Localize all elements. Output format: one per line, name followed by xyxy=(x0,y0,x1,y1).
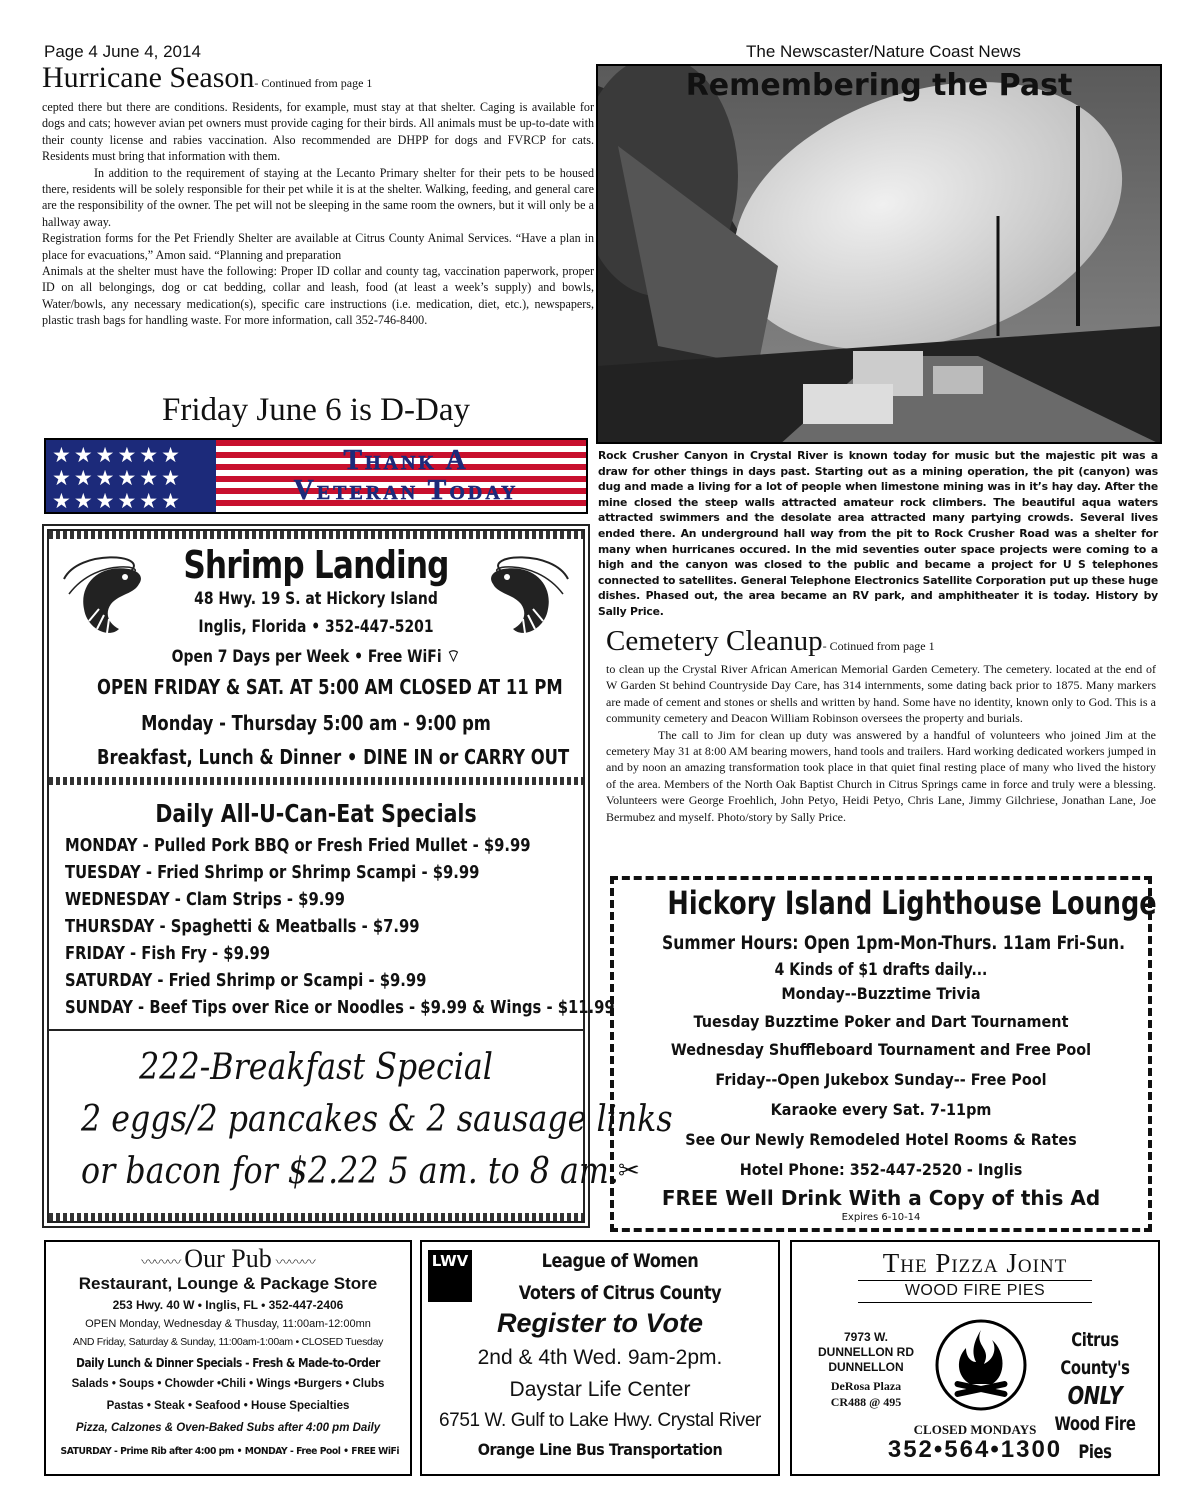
pub-title: Our Pub xyxy=(184,1244,272,1273)
flag-stars-icon: ★★★★★★ ★★★★★★ ★★★★★★ xyxy=(46,440,216,514)
cemetery-paragraph: to clean up the Crystal River African American Memorial Garden Cemetery. The cemetery. located at the end of W Garden St behind Countryside Day Care, has 314 internments, some dating back prior to 1875. Many markers are made of cement and stones or shells and written by hand. Some have no identity, known only to God. This is a community cemetery and Deacon William Robinson oversees the property and burials. xyxy=(606,662,1156,726)
shrimp-open-days xyxy=(97,645,535,668)
cemetery-paragraph: The call to Jim for clean up duty was answered by a handful of volunteers who joined Jim at the cemetery May 31 at 8:00 AM bearing mowers, hand tools and trailers. Hard working dedicated workers jumped in and by noon an amazing transformation took place in that quiet final resting place of many who lived the history of the area. Members of the North Oak Baptist Church in Citrus Springs came in force and truly were a blessing. Volunteers were George Froehlich, John Petyo, Heidi Petyo, Chris Lane, Jimmy Gilchriese, Jonathan Lane, Joe Bermubez and myself. Photo/story by Sally Price. xyxy=(606,727,1156,824)
satellite-dish-photo xyxy=(598,66,1162,444)
pizza-phone: 352•564•1300 xyxy=(887,1436,1063,1463)
pizza-address xyxy=(806,1330,926,1375)
thank-veteran-text xyxy=(226,446,586,506)
open-days-text: Open 7 Days per Week • Free WiFi xyxy=(171,647,442,667)
page-number-date: Page 4 June 4, 2014 xyxy=(44,42,201,61)
divider xyxy=(49,1029,583,1031)
pizza-addr-line: DUNNELLON xyxy=(828,1360,904,1374)
veteran-flag-banner xyxy=(44,438,588,514)
pub-hours-1: OPEN Monday, Wednesday & Thusday, 11:00am-12:00mn xyxy=(85,1318,371,1330)
special-item: MONDAY - Pulled Pork BBQ or Fresh Fried Mullet - $9.99 xyxy=(65,835,531,856)
publication-name: The Newscaster/Nature Coast News xyxy=(746,42,1021,61)
specials-title: Daily All-U-Can-Eat Specials xyxy=(155,799,477,828)
shrimp-address: 48 Hwy. 19 S. at Hickory Island xyxy=(194,589,438,609)
hurricane-title: Hurricane Season xyxy=(42,61,255,94)
hurricane-paragraph: Registration forms for the Pet Friendly Shelter are available at Citrus County Animal Services. “Have a plan in place for evacuations,” Amon said. “Planning and preparation xyxy=(42,231,594,262)
breakfast-price: or bacon for $2.22 5 am. to 8 am. xyxy=(81,1151,619,1192)
lwv-bus: Orange Line Bus Transportation xyxy=(477,1440,723,1459)
special-item: SUNDAY - Beef Tips over Rice or Noodles - $9.99 & Wings - $11.99 xyxy=(65,997,615,1018)
special-item: SATURDAY - Fried Shrimp or Scampi - $9.99 xyxy=(65,970,427,991)
league-of-women-voters-ad xyxy=(420,1240,780,1476)
pub-title-row xyxy=(46,1244,410,1274)
scissors-icon[interactable]: ✂ xyxy=(618,1156,640,1186)
pizza-title: The Pizza Joint xyxy=(882,1248,1068,1278)
hurricane-paragraph: Animals at the shelter must have the following: Proper ID collar and county tag, vaccination paperwork, proper ID on all belongings, dog or cat bedding, collar and leash, food (at least a week’s supply) and bowls, Water/bowls, any necessary medication(s), specific care instructions (i.e. medication, diet, etc.), newspapers, plastic trash bags for handling waste. For more information, call 352-746-8400. xyxy=(42,264,594,328)
pub-address: 253 Hwy. 40 W • Inglis, FL • 352-447-2406 xyxy=(112,1298,344,1312)
shrimp-meals: Breakfast, Lunch & Dinner • DINE IN or CARRY OUT xyxy=(97,745,570,769)
cemetery-headline xyxy=(606,626,1156,661)
hurricane-article xyxy=(42,62,594,329)
rope-border xyxy=(49,1213,583,1221)
lounge-event: Friday--Open Jukebox Sunday-- Free Pool xyxy=(715,1070,1047,1089)
lwv-logo-icon: LWV xyxy=(428,1250,472,1302)
pub-saturday: SATURDAY - Prime Rib after 4:00 pm • MONDAY - Free Pool • FREE WiFi xyxy=(60,1446,400,1457)
hurricane-paragraph: cepted there but there are conditions. Residents, for example, must stay at that shelter. Caging is available for dogs and cats; however avian pet owners must provide caging for their birds. All animals must be up-to-date with their county license and rabies vaccination. Also recommended are DHPP for dogs and FVRCP for cats. Residents must bring that information with them. xyxy=(42,100,594,164)
shrimp-landing-title: Shrimp Landing xyxy=(183,543,449,587)
lounge-event: Monday--Buzztime Trivia xyxy=(781,984,981,1003)
breakfast-title: 222-Breakfast Special xyxy=(139,1047,493,1088)
cemetery-title: Cemetery Cleanup xyxy=(606,625,823,657)
divider xyxy=(858,1302,1092,1303)
lwv-when: 2nd & 4th Wed. 9am-2pm. xyxy=(477,1346,723,1369)
lwv-register: Register to Vote xyxy=(496,1308,704,1338)
pizza-closed: CLOSED MONDAYS xyxy=(913,1422,1037,1437)
lwv-title-1: League of Women xyxy=(541,1250,699,1272)
rope-border xyxy=(49,531,583,539)
wifi-icon: ⌔ xyxy=(446,646,461,667)
pizza-plaza xyxy=(806,1378,926,1410)
pizza-crossroads: CR488 @ 495 xyxy=(830,1395,902,1409)
pub-pizza: Pizza, Calzones & Oven-Baked Subs after 4:00 pm Daily xyxy=(75,1422,381,1434)
pizza-citrus-county: Citrus County's xyxy=(1060,1329,1130,1379)
our-pub-ad xyxy=(44,1240,412,1476)
pizza-addr-line: 7973 W. xyxy=(843,1330,889,1344)
rope-left-icon: 〰〰〰 xyxy=(141,1256,181,1271)
special-item: WEDNESDAY - Clam Strips - $9.99 xyxy=(65,889,345,910)
shrimp-city-phone: Inglis, Florida • 352-447-5201 xyxy=(198,617,434,637)
shrimp-landing-ad xyxy=(42,524,673,1228)
pizza-plaza-name: DeRosa Plaza xyxy=(830,1379,902,1393)
photo-title: Remembering the Past xyxy=(685,68,1073,103)
lounge-hours: Summer Hours: Open 1pm-Mon-Thurs. 11am Fri-Sun. xyxy=(662,932,1126,954)
flag-line-1: Thank A xyxy=(343,445,469,476)
hurricane-continued: - Continued from page 1 xyxy=(254,76,373,90)
pizza-subtitle: WOOD FIRE PIES xyxy=(904,1282,1046,1299)
pub-hours-2: AND Friday, Saturday & Sunday, 11:00am-1:00am • CLOSED Tuesday xyxy=(72,1336,384,1348)
lounge-phone: Hotel Phone: 352-447-2520 - Inglis xyxy=(739,1160,1023,1179)
divider xyxy=(858,1280,1092,1281)
hurricane-paragraph: In addition to the requirement of staying at the Lecanto Primary shelter for their pets to be housed there, residents will be solely responsible for their pet while it is at the shelter. Walking, feeding, and general care are the responsibility of the owner. The pet will not be sleeping in the same room the owners, but it will only be a hallway away. xyxy=(42,165,594,229)
cemetery-continued: - Cotinued from page 1 xyxy=(822,639,935,653)
lounge-event: Karaoke every Sat. 7-11pm xyxy=(770,1100,992,1119)
lounge-title: Hickory Island Lighthouse Lounge xyxy=(667,884,1157,922)
flag-line-2: Veteran Today xyxy=(293,475,519,506)
lounge-free-drink: FREE Well Drink With a Copy of this Ad xyxy=(661,1186,1101,1210)
photo-caption: Rock Crusher Canyon in Crystal River is known today for music but the majestic pit was a draw for other things in days past. Starting out as a mining operation, the pit (canyon) was dug and made a living for a lot of people when limestone mining was in it’s hay day. After the mine closed the steep walls attracted amateur rock climbers. The beautiful aqua waters attracted swimmers and the desolate area attracted many partying crowds. Several lives ended there. An underground hall way from the pit to Rock Crusher Road was a shelter for many when hurricanes occured. In the mid seventies outer space projects were coming to a high and the canyon was closed to the public and became a project for U S telephones connected to satellites. General Telephone Electronics Satellite Corporation put up these huge dishes. Phased out, the area became an RV park, and amphitheater it is today. History by Sally Price. xyxy=(598,449,1158,618)
shrimp-weekday-hours: Monday - Thursday 5:00 am - 9:00 pm xyxy=(141,711,491,735)
pub-menu-2: Pastas • Steak • Seafood • House Specialties xyxy=(106,1400,350,1412)
hurricane-headline xyxy=(42,62,594,99)
lwv-title-2: Voters of Citrus County xyxy=(518,1282,722,1304)
lounge-event: Wednesday Shuffleboard Tournament and Free Pool xyxy=(670,1040,1092,1059)
fire-icon xyxy=(934,1318,1028,1412)
pub-menu-1: Salads • Soups • Chowder •Chili • Wings •Burgers • Clubs xyxy=(71,1378,385,1390)
lwv-address: 6751 W. Gulf to Lake Hwy. Crystal River xyxy=(439,1410,761,1431)
special-item: THURSDAY - Spaghetti & Meatballs - $7.99 xyxy=(65,916,420,937)
pub-subtitle: Restaurant, Lounge & Package Store xyxy=(78,1274,378,1293)
historic-photo xyxy=(596,64,1162,444)
lounge-expires: Expires 6-10-14 xyxy=(841,1212,921,1223)
breakfast-detail: 2 eggs/2 pancakes & 2 sausage links xyxy=(81,1099,673,1140)
lwv-where: Daystar Life Center xyxy=(509,1378,691,1401)
pub-daily-specials: Daily Lunch & Dinner Specials - Fresh & Made-to-Order xyxy=(76,1356,380,1370)
special-item: TUESDAY - Fried Shrimp or Shrimp Scampi - $9.99 xyxy=(65,862,480,883)
rope-divider xyxy=(49,777,583,785)
pizza-only: ONLY xyxy=(1067,1381,1123,1410)
cemetery-article xyxy=(606,626,1156,825)
special-item: FRIDAY - Fish Fry - $9.99 xyxy=(65,943,270,964)
lounge-event: Tuesday Buzztime Poker and Dart Tournament xyxy=(693,1012,1069,1031)
rope-right-icon: 〰〰〰 xyxy=(275,1256,315,1271)
pizza-addr-line: DUNNELLON RD xyxy=(818,1345,914,1359)
dday-heading: Friday June 6 is D-Day xyxy=(162,392,470,428)
pizza-joint-ad xyxy=(790,1240,1160,1476)
lighthouse-lounge-ad xyxy=(610,876,1157,1232)
lounge-event: See Our Newly Remodeled Hotel Rooms & Rates xyxy=(685,1130,1077,1149)
shrimp-weekend-hours: OPEN FRIDAY & SAT. AT 5:00 AM CLOSED AT 11 PM xyxy=(97,675,563,699)
pizza-wood-fire: Wood Fire Pies xyxy=(1054,1413,1136,1463)
lounge-drafts: 4 Kinds of $1 drafts daily... xyxy=(774,960,988,980)
